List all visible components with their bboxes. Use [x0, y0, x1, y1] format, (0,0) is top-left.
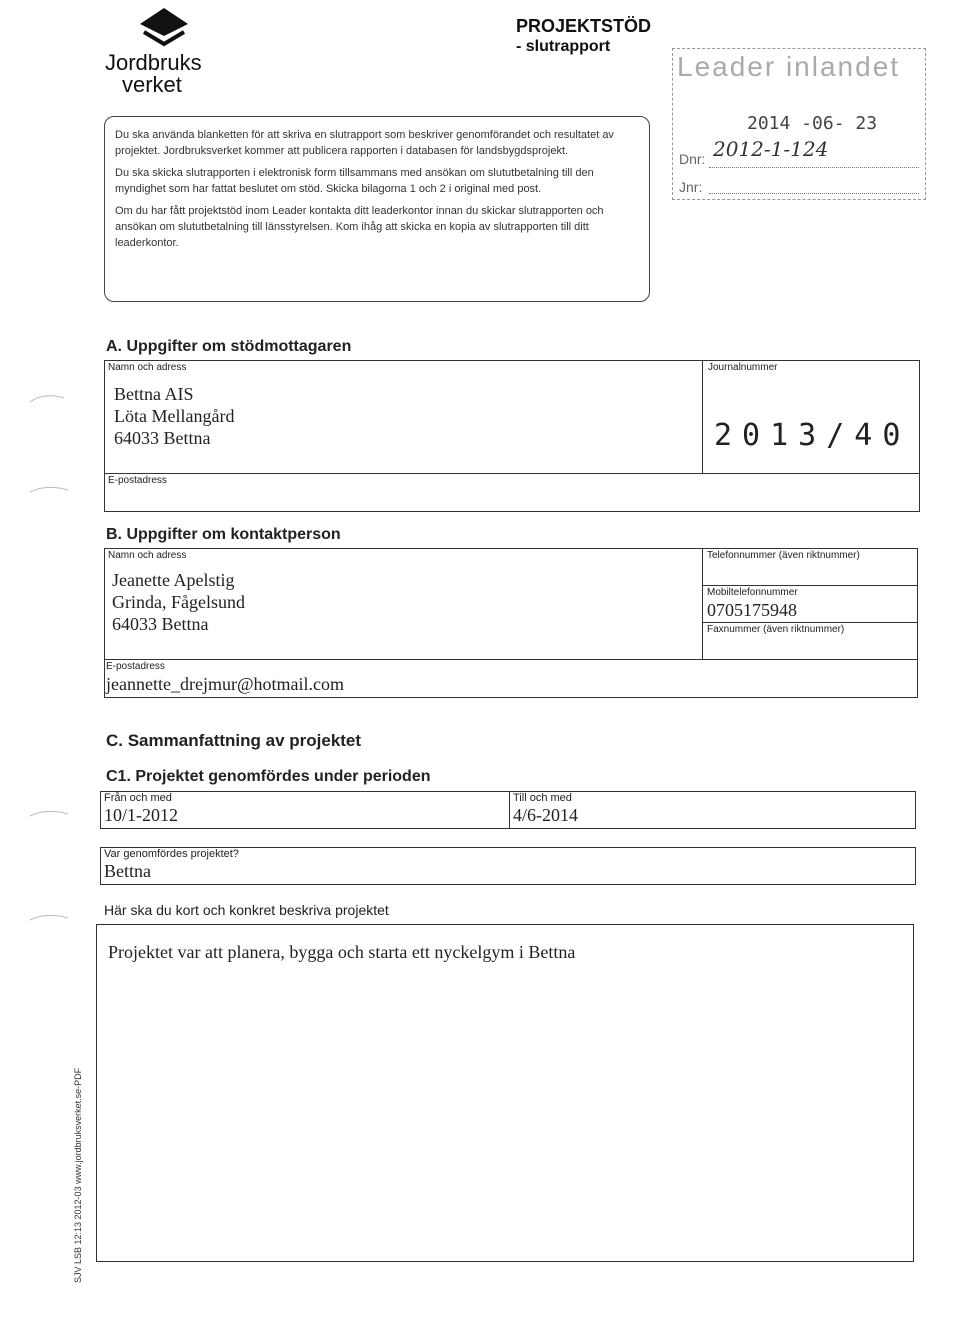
logo-line1: Jordbruks — [105, 50, 202, 75]
to-value[interactable]: 4/6-2014 — [513, 805, 578, 825]
a-name-label: Namn och adress — [108, 362, 187, 373]
b-email-label: E-postadress — [106, 661, 165, 672]
a-journal-label: Journalnummer — [708, 362, 778, 373]
b-name-label: Namn och adress — [108, 550, 187, 561]
b-email-value[interactable]: jeannette_drejmur@hotmail.com — [106, 674, 344, 694]
a-name-line-2[interactable]: Löta Mellangård — [114, 406, 235, 426]
section-a-heading: A. Uppgifter om stödmottagaren — [106, 338, 352, 355]
from-label: Från och med — [104, 792, 172, 804]
received-stamp — [672, 48, 926, 200]
a-email-label: E-postadress — [108, 475, 167, 486]
logo — [100, 6, 230, 98]
period-box — [100, 791, 916, 829]
side-footer-text: SJV LSB 12:13 2012-03 www.jordbruksverket.se-PDF — [73, 1067, 83, 1283]
stamp-jnr-label: Jnr: — [679, 179, 703, 195]
b-mobile-label: Mobiltelefonnummer — [707, 587, 798, 598]
b-name-line-1[interactable]: Jeanette Apelstig — [112, 570, 235, 590]
b-phone-label: Telefonnummer (även riktnummer) — [707, 550, 860, 561]
intro-paragraph-3: Om du har fått projektstöd inom Leader kontakta ditt leaderkontor innan du skickar slutrapporten och ansökan om slututbetalning till länsstyrelsen. Kom ihåg att skicka en kopia av slutrapporten till ditt leaderkontor. — [115, 205, 604, 249]
intro-paragraph-2: Du ska skicka slutrapporten i elektronisk form tillsammans med ansökan om slututbetalning till den myndighet som har fattat beslutet om stöd. Skicka bilagorna 1 och 2 i original med post. — [115, 167, 594, 195]
a-journal-value[interactable]: 2013/40 — [714, 418, 911, 453]
describe-box[interactable] — [96, 924, 914, 1262]
b-name-line-2[interactable]: Grinda, Fågelsund — [112, 592, 245, 612]
section-c-heading: C. Sammanfattning av projektet — [106, 731, 362, 750]
describe-value[interactable]: Projektet var att planera, bygga och starta ett nyckelgym i Bettna — [108, 942, 576, 962]
intro-box — [104, 116, 650, 302]
describe-label: Här ska du kort och konkret beskriva projektet — [104, 902, 389, 918]
stamp-dnr-label: Dnr: — [679, 151, 706, 167]
intro-paragraph-1: Du ska använda blanketten för att skriva en slutrapport som beskriver genomförandet och resultatet av projektet. Jordbruksverket kommer att publicera rapporten i databasen för landsbygdsprojekt. — [115, 129, 614, 157]
b-fax-label: Faxnummer (även riktnummer) — [707, 624, 845, 635]
section-c1-heading: C1. Projektet genomfördes under perioden — [106, 768, 431, 785]
b-name-line-3[interactable]: 64033 Bettna — [112, 614, 209, 634]
a-name-line-3[interactable]: 64033 Bettna — [114, 428, 211, 448]
from-value[interactable]: 10/1-2012 — [104, 805, 178, 825]
where-label: Var genomfördes projektet? — [104, 848, 239, 860]
stamp-date: 2014 -06- 23 — [747, 113, 878, 134]
logo-line2: verket — [122, 72, 182, 97]
section-b-heading: B. Uppgifter om kontaktperson — [106, 526, 341, 543]
a-name-line-1[interactable]: Bettna AIS — [114, 384, 194, 404]
form-title: PROJEKTSTÖD — [516, 16, 652, 36]
where-value[interactable]: Bettna — [104, 861, 151, 881]
form-subtitle: - slutrapport — [516, 38, 611, 55]
b-mobile-value[interactable]: 0705175948 — [707, 600, 797, 620]
stamp-heading: Leader inlandet — [677, 51, 901, 82]
stamp-dnr-value: 2012-1-124 — [713, 137, 829, 161]
to-label: Till och med — [513, 792, 572, 804]
logo-diamond-icon — [134, 6, 194, 50]
scan-marks — [24, 380, 94, 1340]
